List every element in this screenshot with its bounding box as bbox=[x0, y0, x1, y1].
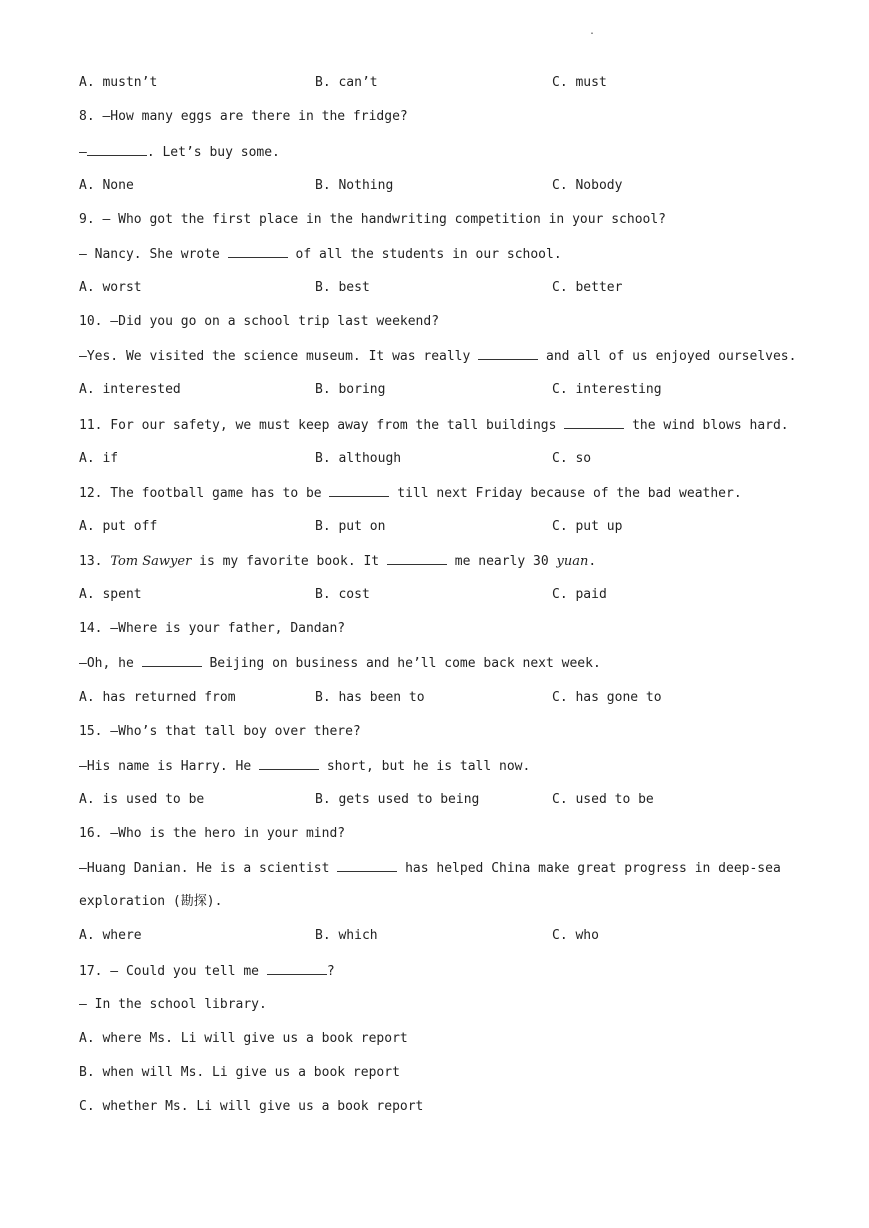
q17-stem-suffix: ? bbox=[326, 964, 335, 979]
q16-reply-cont: exploration (勘探). bbox=[79, 894, 223, 909]
q16-option-a: A. where bbox=[79, 928, 142, 943]
q16-reply bbox=[79, 859, 781, 877]
q15-reply-prefix: —His name is Harry. He bbox=[79, 759, 260, 774]
q7-option-b: B. can’t bbox=[315, 75, 378, 90]
q9-option-c: C. better bbox=[552, 280, 623, 295]
q11-option-c: C. so bbox=[552, 451, 592, 466]
q13-number: 13. bbox=[79, 554, 111, 569]
q8-reply-prefix: — bbox=[79, 145, 87, 160]
answer-blank bbox=[329, 484, 389, 497]
q16-reply-prefix: —Huang Danian. He is a scientist bbox=[79, 861, 338, 876]
q16-reply-suffix: has helped China make great progress in deep-sea bbox=[397, 861, 781, 876]
q10-reply bbox=[79, 347, 796, 365]
q13-book-title: Tom Sawyer bbox=[110, 554, 192, 569]
q15-stem: 15. —Who’s that tall boy over there? bbox=[79, 724, 361, 739]
answer-blank bbox=[228, 245, 288, 258]
answer-blank bbox=[87, 143, 147, 156]
q13-end: . bbox=[588, 554, 597, 569]
answer-blank bbox=[564, 416, 624, 429]
q17-reply: — In the school library. bbox=[79, 997, 267, 1012]
q15-option-c: C. used to be bbox=[552, 792, 654, 807]
q13-currency: yuan bbox=[556, 554, 589, 569]
q8-option-a: A. None bbox=[79, 178, 134, 193]
q8-option-b: B. Nothing bbox=[315, 178, 394, 193]
q14-stem: 14. —Where is your father, Dandan? bbox=[79, 621, 346, 636]
q13-option-a: A. spent bbox=[79, 587, 142, 602]
answer-blank bbox=[142, 654, 202, 667]
q9-reply-prefix: — Nancy. She wrote bbox=[79, 247, 228, 262]
q15-reply-suffix: short, but he is tall now. bbox=[319, 759, 531, 774]
q17-option-b: B. when will Ms. Li give us a book report bbox=[79, 1065, 400, 1080]
q13-option-b: B. cost bbox=[315, 587, 370, 602]
q9-reply bbox=[79, 245, 562, 263]
q8-option-c: C. Nobody bbox=[552, 178, 623, 193]
q12-option-b: B. put on bbox=[315, 519, 386, 534]
q10-option-a: A. interested bbox=[79, 382, 181, 397]
q17-option-c: C. whether Ms. Li will give us a book report bbox=[79, 1099, 424, 1114]
q8-stem: 8. —How many eggs are there in the fridge? bbox=[79, 109, 408, 124]
q9-option-a: A. worst bbox=[79, 280, 142, 295]
q16-option-b: B. which bbox=[315, 928, 378, 943]
q14-reply bbox=[79, 654, 601, 672]
q14-option-c: C. has gone to bbox=[552, 690, 662, 705]
q14-option-a: A. has returned from bbox=[79, 690, 236, 705]
q16-option-c: C. who bbox=[552, 928, 599, 943]
q14-reply-suffix: Beijing on business and he’ll come back next week. bbox=[201, 656, 601, 671]
q10-option-b: B. boring bbox=[315, 382, 386, 397]
q16-stem: 16. —Who is the hero in your mind? bbox=[79, 826, 346, 841]
q7-option-c: C. must bbox=[552, 75, 607, 90]
q17-stem bbox=[79, 962, 335, 980]
q14-reply-prefix: —Oh, he bbox=[79, 656, 142, 671]
q11-option-b: B. although bbox=[315, 451, 402, 466]
q12-stem-suffix: till next Friday because of the bad weather. bbox=[389, 486, 742, 501]
q12-stem-prefix: 12. The football game has to be bbox=[79, 486, 330, 501]
q13-after-blank: me nearly 30 bbox=[446, 554, 557, 569]
q17-option-a: A. where Ms. Li will give us a book report bbox=[79, 1031, 408, 1046]
q8-reply-suffix: . Let’s buy some. bbox=[146, 145, 280, 160]
q10-stem: 10. —Did you go on a school trip last weekend? bbox=[79, 314, 440, 329]
q12-option-a: A. put off bbox=[79, 519, 158, 534]
q8-reply bbox=[79, 143, 280, 161]
answer-blank bbox=[478, 347, 538, 360]
q15-option-b: B. gets used to being bbox=[315, 792, 480, 807]
q15-option-a: A. is used to be bbox=[79, 792, 205, 807]
q17-stem-prefix: 17. — Could you tell me bbox=[79, 964, 267, 979]
q12-stem bbox=[79, 484, 742, 502]
q13-stem bbox=[79, 552, 596, 570]
q9-option-b: B. best bbox=[315, 280, 370, 295]
q9-stem: 9. — Who got the first place in the handwriting competition in your school? bbox=[79, 212, 666, 227]
q14-option-b: B. has been to bbox=[315, 690, 425, 705]
answer-blank bbox=[259, 757, 319, 770]
q15-reply bbox=[79, 757, 530, 775]
q10-reply-suffix: and all of us enjoyed ourselves. bbox=[538, 349, 797, 364]
q11-stem-prefix: 11. For our safety, we must keep away from the tall buildings bbox=[79, 418, 565, 433]
q9-reply-suffix: of all the students in our school. bbox=[287, 247, 562, 262]
q12-option-c: C. put up bbox=[552, 519, 623, 534]
answer-blank bbox=[267, 962, 327, 975]
q10-reply-prefix: —Yes. We visited the science museum. It was really bbox=[79, 349, 479, 364]
q11-option-a: A. if bbox=[79, 451, 119, 466]
q7-option-a: A. mustn’t bbox=[79, 75, 158, 90]
q11-stem bbox=[79, 416, 789, 434]
answer-blank bbox=[337, 859, 397, 872]
q13-option-c: C. paid bbox=[552, 587, 607, 602]
header-dot: . bbox=[589, 26, 596, 37]
answer-blank bbox=[387, 552, 447, 565]
q13-middle: is my favorite book. It bbox=[191, 554, 387, 569]
q11-stem-suffix: the wind blows hard. bbox=[624, 418, 789, 433]
q10-option-c: C. interesting bbox=[552, 382, 662, 397]
